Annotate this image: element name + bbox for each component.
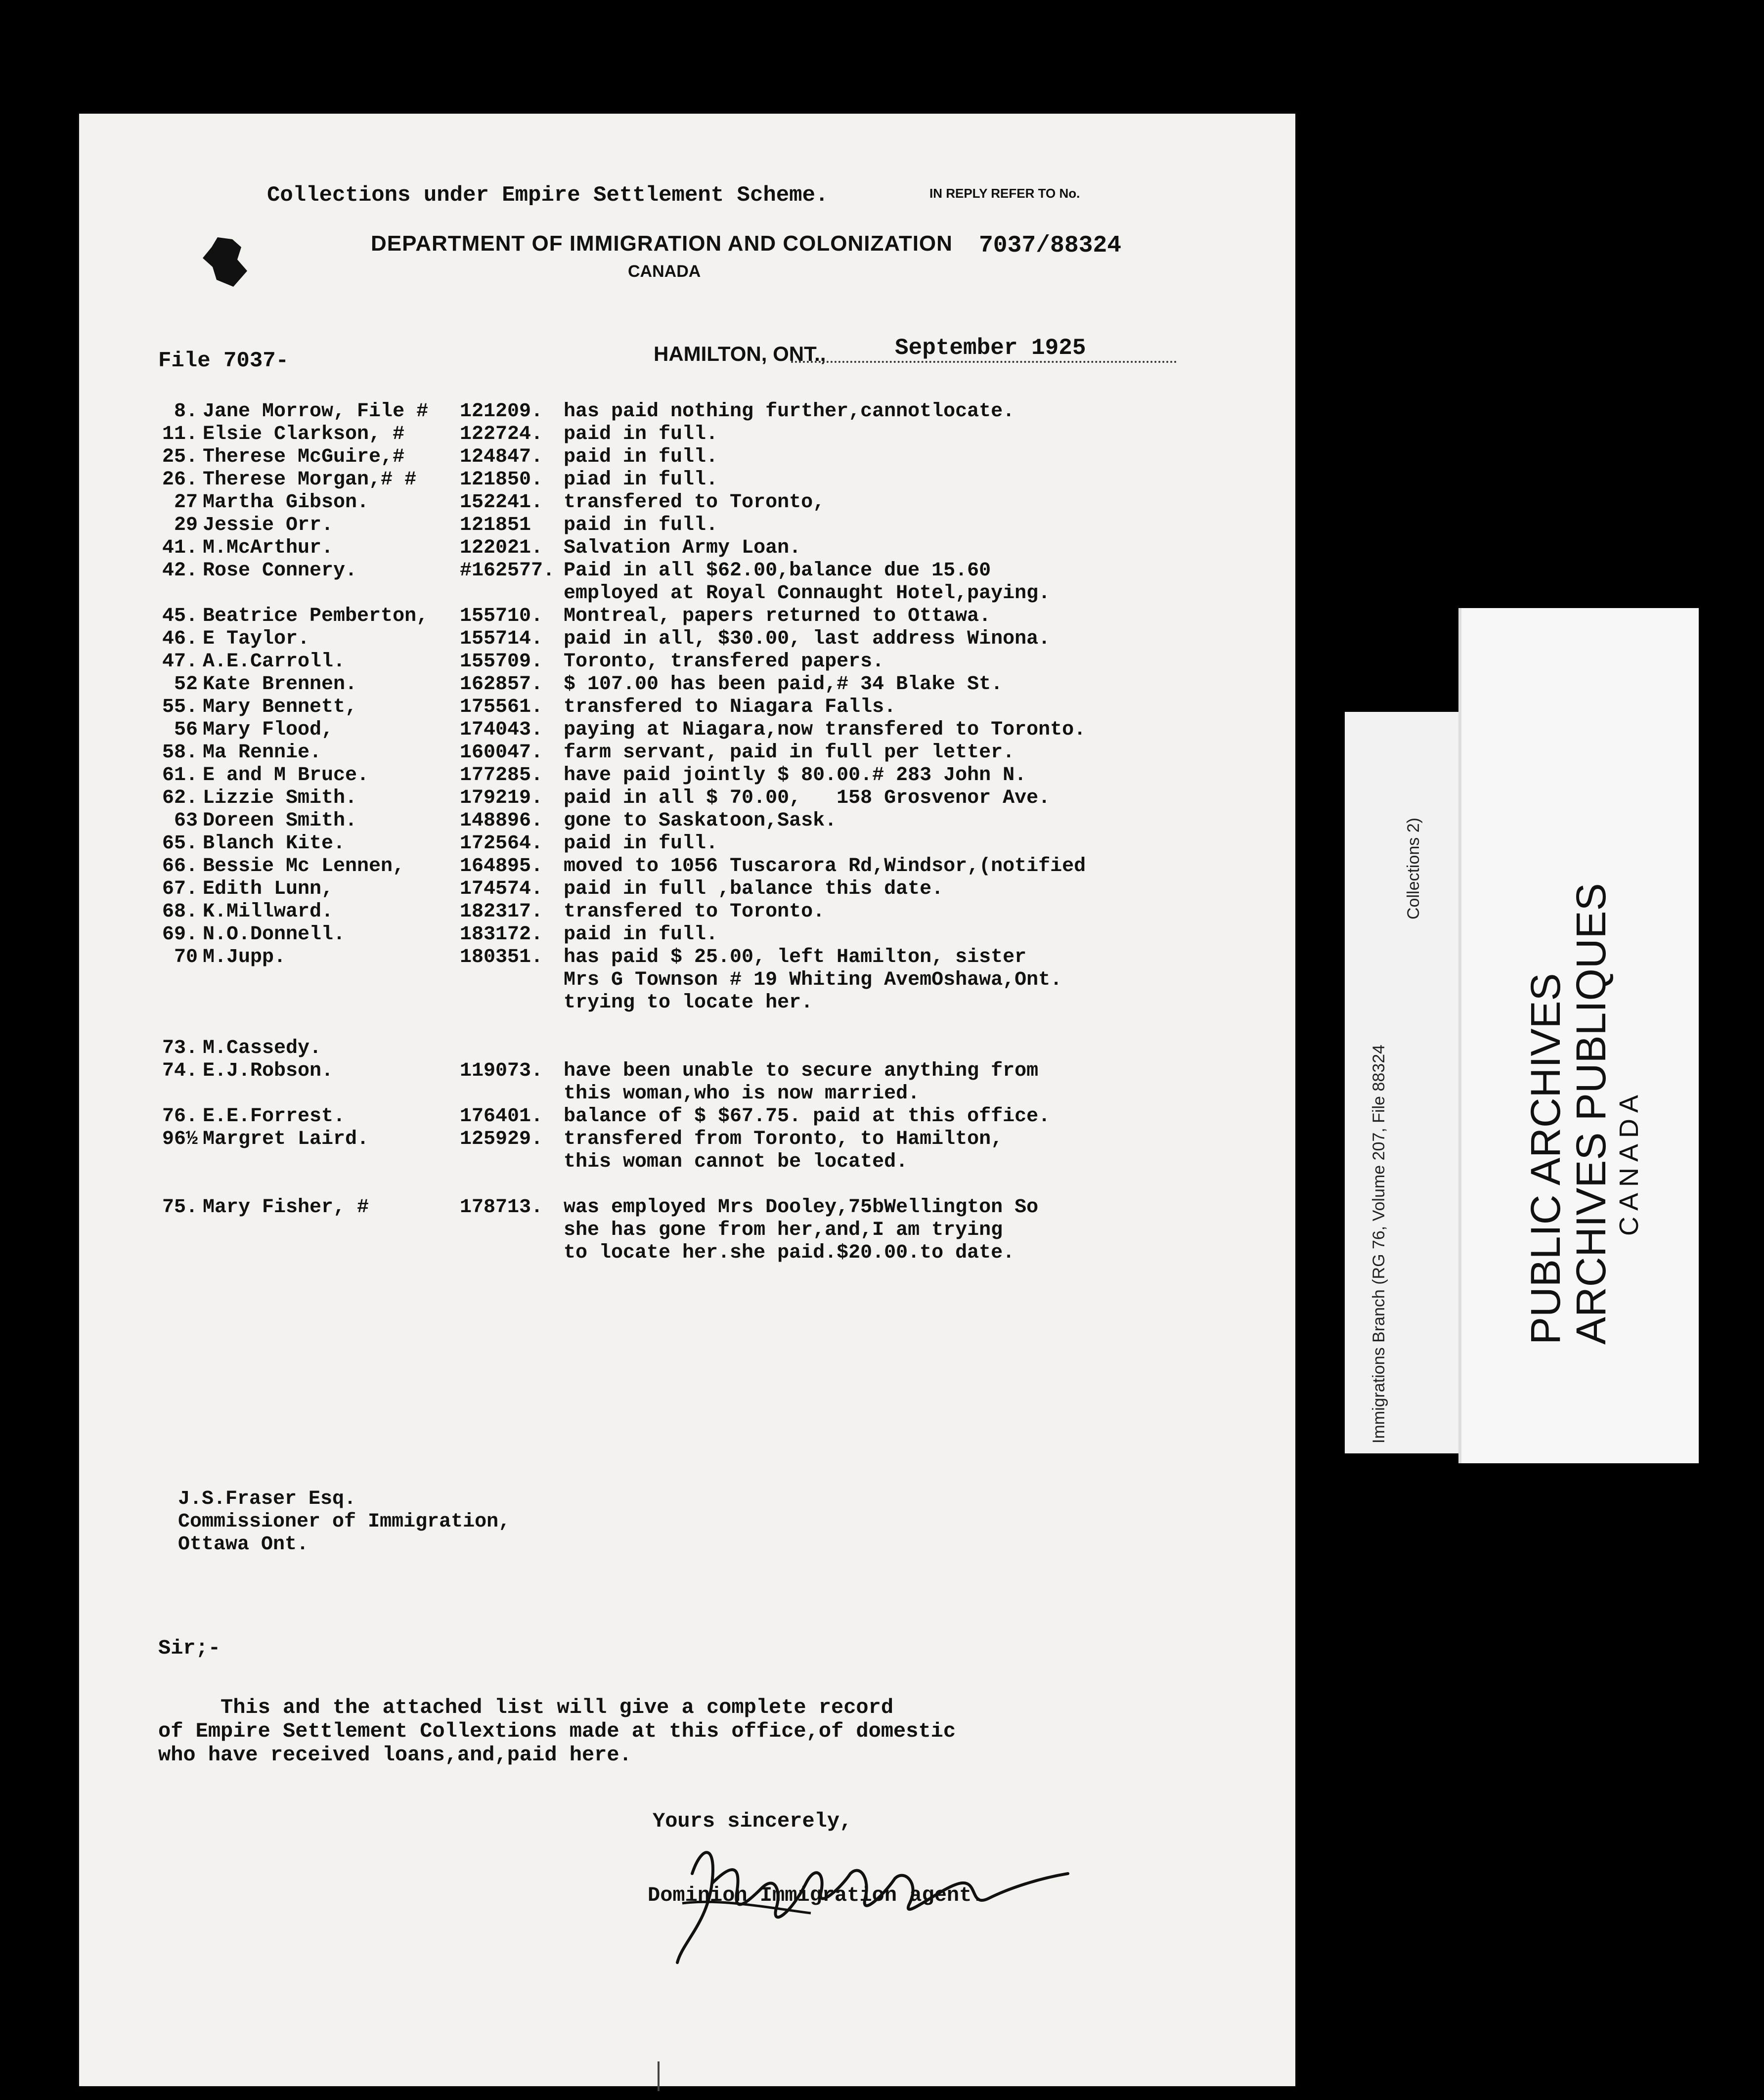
archive-reference-text: Immigrations Branch (RG 76, Volume 207, File 88324 <box>1369 1045 1388 1444</box>
entry-number: 70 <box>174 946 198 968</box>
entry-name: Elsie Clarkson, # <box>203 423 405 445</box>
entry-note: to locate her.she paid.$20.00.to date. <box>564 1242 1015 1264</box>
entry-number: 65. <box>162 832 198 855</box>
entry-note: balance of $ $67.75. paid at this office. <box>564 1105 1051 1128</box>
entry-name: Jane Morrow, File # <box>203 400 429 423</box>
ink-blot-icon <box>198 232 257 292</box>
entry-name: Lizzie Smith. <box>203 787 357 809</box>
entry-number: 68. <box>162 901 198 923</box>
closing-line: Yours sincerely, <box>653 1809 852 1833</box>
entry-name: Rose Connery. <box>203 560 357 582</box>
entry-name: N.O.Donnell. <box>203 923 346 946</box>
letter-body <box>158 1696 1196 1767</box>
entry-note: Montreal, papers returned to Ottawa. <box>564 605 991 627</box>
entry-file-number: 176401. <box>460 1105 543 1128</box>
entry-number: 8. <box>174 400 198 423</box>
entry-name: Kate Brennen. <box>203 673 357 696</box>
entry-number: 25. <box>162 446 198 468</box>
entry-file-number: 182317. <box>460 901 543 923</box>
entry-note: have paid jointly $ 80.00.# 283 John N. <box>564 764 1027 787</box>
entry-name: Margret Laird. <box>203 1128 369 1150</box>
entry-note: transfered to Niagara Falls. <box>564 696 896 718</box>
entry-name: Mary Fisher, # <box>203 1196 369 1219</box>
entry-file-number: 177285. <box>460 764 543 787</box>
entry-file-number: 162857. <box>460 673 543 696</box>
entry-file-number: #162577. <box>460 560 555 582</box>
entry-note: paid in all, $30.00, last address Winona. <box>564 628 1051 650</box>
addressee-title: Commissioner of Immigration, <box>178 1511 511 1533</box>
stamp-line-english: PUBLIC ARCHIVES <box>1522 973 1569 1345</box>
entry-note: has paid nothing further,cannotlocate. <box>564 400 1015 423</box>
entry-name: Therese McGuire,# <box>203 446 405 468</box>
entry-file-number: 155714. <box>460 628 543 650</box>
entry-number: 67. <box>162 878 198 900</box>
entry-name: Therese Morgan,# # <box>203 469 417 491</box>
file-reference: 7037/88324 <box>979 232 1122 259</box>
entry-note: was employed Mrs Dooley,75bWellington So <box>564 1196 1039 1219</box>
entry-name: M.McArthur. <box>203 537 334 559</box>
entry-note: paid in full. <box>564 923 718 946</box>
entry-note: moved to 1056 Tuscarora Rd,Windsor,(notified <box>564 855 1086 877</box>
department-country: CANADA <box>628 262 701 281</box>
entry-number: 52 <box>174 673 198 696</box>
entry-name: E.J.Robson. <box>203 1060 334 1082</box>
entry-file-number: 160047. <box>460 742 543 764</box>
entry-file-number: 152241. <box>460 491 543 514</box>
letter-date: September 1925 <box>895 335 1086 361</box>
body-line: of Empire Settlement Collextions made at this office,of domestic <box>158 1719 956 1743</box>
subject-line: Collections under Empire Settlement Scheme. <box>267 183 829 208</box>
entry-file-number: 155709. <box>460 651 543 673</box>
date-underline <box>791 361 1177 363</box>
entry-number: 69. <box>162 923 198 946</box>
entry-number: 74. <box>162 1060 198 1082</box>
entry-number: 55. <box>162 696 198 718</box>
entry-number: 58. <box>162 742 198 764</box>
stamp-line-country: CANADA <box>1614 1089 1644 1236</box>
entry-file-number: 121851 <box>460 514 531 536</box>
entry-number: 11. <box>162 423 198 445</box>
entry-file-number: 172564. <box>460 832 543 855</box>
entry-file-number: 174574. <box>460 878 543 900</box>
entry-number: 46. <box>162 628 198 650</box>
entry-note: paid in full. <box>564 446 718 468</box>
entry-name: Beatrice Pemberton, <box>203 605 429 627</box>
entry-note: trying to locate her. <box>564 992 813 1014</box>
entry-note: piad in full. <box>564 469 718 491</box>
entry-file-number: 164895. <box>460 855 543 877</box>
entry-note: transfered to Toronto. <box>564 901 825 923</box>
entry-note: this woman cannot be located. <box>564 1151 908 1173</box>
archive-reference-text-2: Collections 2) <box>1404 818 1423 919</box>
entry-number: 47. <box>162 651 198 673</box>
entry-file-number: 183172. <box>460 923 543 946</box>
addressee-block <box>178 1488 510 1556</box>
entry-number: 76. <box>162 1105 198 1128</box>
entry-name: Martha Gibson. <box>203 491 369 514</box>
entry-number: 63 <box>174 810 198 832</box>
file-label: File 7037- <box>158 349 289 373</box>
entry-file-number: 121850. <box>460 469 543 491</box>
entry-file-number: 179219. <box>460 787 543 809</box>
entry-note: transfered to Toronto, <box>564 491 825 514</box>
entry-note: paid in full. <box>564 423 718 445</box>
body-line: who have received loans,and,paid here. <box>158 1743 632 1767</box>
archive-stamp-text <box>1523 883 1644 1345</box>
entry-note: she has gone from her,and,I am trying <box>564 1219 1003 1241</box>
salutation: Sir;- <box>158 1636 221 1660</box>
entry-file-number: 174043. <box>460 719 543 741</box>
entry-note: have been unable to secure anything from <box>564 1060 1039 1082</box>
entry-file-number: 148896. <box>460 810 543 832</box>
reply-reference: IN REPLY REFER TO No. <box>929 186 1080 201</box>
entry-note: Toronto, transfered papers. <box>564 651 884 673</box>
entry-name: K.Millward. <box>203 901 334 923</box>
entry-note: transfered from Toronto, to Hamilton, <box>564 1128 1003 1150</box>
entry-note: has paid $ 25.00, left Hamilton, sister <box>564 946 1027 968</box>
entry-name: A.E.Carroll. <box>203 651 346 673</box>
entry-file-number: 125929. <box>460 1128 543 1150</box>
entry-name: Edith Lunn, <box>203 878 334 900</box>
stamp-line-french: ARCHIVES PUBLIQUES <box>1568 883 1614 1345</box>
entry-note: employed at Royal Connaught Hotel,paying. <box>564 582 1051 605</box>
entry-file-number: 122021. <box>460 537 543 559</box>
addressee-city: Ottawa Ont. <box>178 1533 309 1556</box>
entry-note: paid in full ,balance this date. <box>564 878 944 900</box>
body-line: This and the attached list will give a complete record <box>158 1696 894 1719</box>
entry-note: paid in full. <box>564 832 718 855</box>
entry-note: paid in full. <box>564 514 718 536</box>
entry-name: E and M Bruce. <box>203 764 369 787</box>
entry-note: gone to Saskatoon,Sask. <box>564 810 837 832</box>
entry-file-number: 178713. <box>460 1196 543 1219</box>
addressee-name: J.S.Fraser Esq. <box>178 1488 356 1510</box>
entry-number: 27 <box>174 491 198 514</box>
entry-name: E.E.Forrest. <box>203 1105 346 1128</box>
entry-number: 61. <box>162 764 198 787</box>
entry-file-number: 119073. <box>460 1060 543 1082</box>
entry-file-number: 175561. <box>460 696 543 718</box>
entry-file-number: 121209. <box>460 400 543 423</box>
entry-number: 96½ <box>162 1128 198 1150</box>
entry-number: 26. <box>162 469 198 491</box>
entry-number: 29 <box>174 514 198 536</box>
entry-note: Mrs G Townson # 19 Whiting AvemOshawa,Ont. <box>564 969 1062 991</box>
entry-number: 45. <box>162 605 198 627</box>
entry-file-number: 155710. <box>460 605 543 627</box>
entry-number: 73. <box>162 1037 198 1059</box>
entry-name: Doreen Smith. <box>203 810 357 832</box>
entry-name: Mary Bennett, <box>203 696 357 718</box>
entry-file-number: 122724. <box>460 423 543 445</box>
entry-name: M.Jupp. <box>203 946 286 968</box>
entry-number: 62. <box>162 787 198 809</box>
entry-number: 56 <box>174 719 198 741</box>
entry-number: 42. <box>162 560 198 582</box>
entry-note: Salvation Army Loan. <box>564 537 801 559</box>
city-line: HAMILTON, ONT., <box>654 342 826 365</box>
entry-name: Bessie Mc Lennen, <box>203 855 405 877</box>
entry-file-number: 180351. <box>460 946 543 968</box>
entry-number: 66. <box>162 855 198 877</box>
entry-name: Blanch Kite. <box>203 832 346 855</box>
signer-title: Dominion Immigration agent. <box>648 1883 984 1907</box>
entry-note: paid in all $ 70.00, 158 Grosvenor Ave. <box>564 787 1051 809</box>
entry-file-number: 124847. <box>460 446 543 468</box>
entry-note: $ 107.00 has been paid,# 34 Blake St. <box>564 673 1003 696</box>
department-heading: DEPARTMENT OF IMMIGRATION AND COLONIZATION <box>371 231 953 256</box>
entry-name: M.Cassedy. <box>203 1037 322 1059</box>
entry-name: Ma Rennie. <box>203 742 322 764</box>
entry-number: 75. <box>162 1196 198 1219</box>
entry-name: E Taylor. <box>203 628 310 650</box>
letter-page <box>79 114 1295 2086</box>
entry-number: 41. <box>162 537 198 559</box>
entry-name: Mary Flood, <box>203 719 334 741</box>
entry-note: this woman,who is now married. <box>564 1083 920 1105</box>
entry-note: Paid in all $62.00,balance due 15.60 <box>564 560 991 582</box>
entry-note: paying at Niagara,now transfered to Toronto. <box>564 719 1086 741</box>
margin-mark <box>658 2061 660 2091</box>
entry-name: Jessie Orr. <box>203 514 334 536</box>
entry-note: farm servant, paid in full per letter. <box>564 742 1015 764</box>
